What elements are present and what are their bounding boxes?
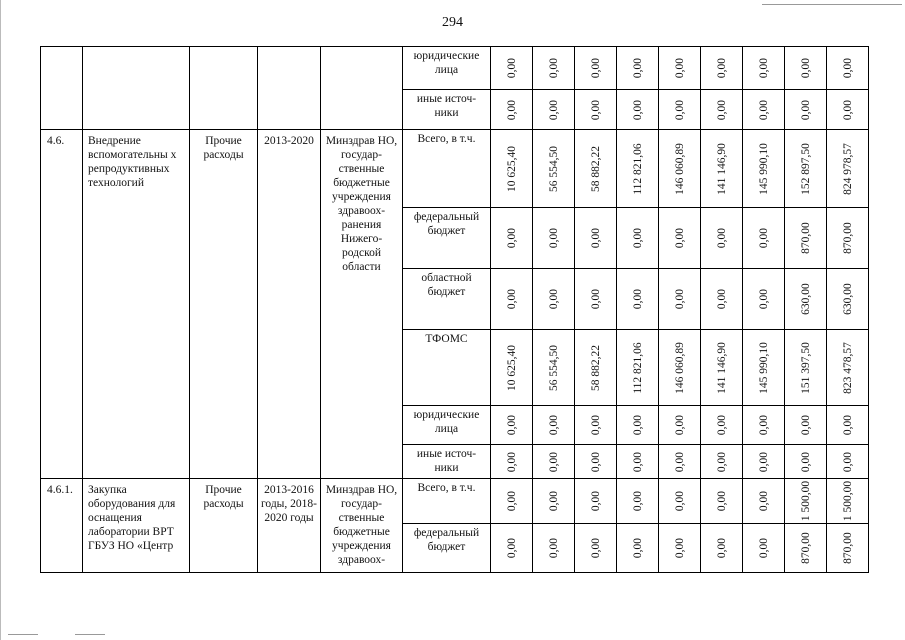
- amount-value: 0,00: [841, 57, 854, 79]
- amount-value: 0,00: [841, 99, 854, 120]
- amount-cell: [491, 524, 533, 573]
- executor: Минздрав НО, государ-ственные бюджетные учреждения здравоох-ранения Нижего-родской области: [321, 130, 403, 479]
- amount-cell: [659, 406, 701, 445]
- amount-cell: [701, 269, 743, 330]
- amount-cell: [617, 330, 659, 406]
- amount-value: 0,00: [757, 537, 770, 559]
- amount-cell: [785, 524, 827, 573]
- page-edge-mark: [0, 0, 7, 640]
- funding-source: юридические лица: [403, 47, 491, 90]
- amount-cell: [701, 445, 743, 479]
- amount-cell: [491, 445, 533, 479]
- amount-cell: [827, 269, 869, 330]
- amount-value: 0,00: [673, 490, 686, 512]
- amount-cell: [575, 130, 617, 208]
- amount-cell: [743, 524, 785, 573]
- amount-value: 824 978,57: [841, 142, 854, 195]
- amount-value: 0,00: [673, 451, 686, 472]
- amount-value: 0,00: [505, 451, 518, 472]
- amount-value: 0,00: [715, 537, 728, 559]
- amount-cell: [743, 479, 785, 524]
- budget-table: [40, 46, 869, 573]
- amount-value: 0,00: [631, 537, 644, 559]
- amount-cell: [785, 330, 827, 406]
- amount-cell: [701, 524, 743, 573]
- amount-value: 0,00: [673, 227, 686, 249]
- funding-source: Всего, в т.ч.: [403, 479, 491, 524]
- amount-cell: [575, 479, 617, 524]
- amount-cell: [701, 208, 743, 269]
- amount-cell: [785, 90, 827, 130]
- amount-cell: [785, 269, 827, 330]
- amount-value: 0,00: [715, 227, 728, 249]
- amount-value: 146 060,89: [673, 142, 686, 195]
- amount-cell: [533, 524, 575, 573]
- amount-value: 0,00: [673, 414, 686, 436]
- amount-cell: [617, 130, 659, 208]
- amount-value: 0,00: [589, 451, 602, 472]
- amount-value: 0,00: [631, 414, 644, 436]
- amount-value: 0,00: [589, 57, 602, 79]
- executor: Минздрав НО, государ-ственные бюджетные учреждения здравоох-: [321, 479, 403, 573]
- amount-value: 0,00: [715, 57, 728, 79]
- amount-value: 0,00: [505, 288, 518, 310]
- amount-cell: [743, 269, 785, 330]
- amount-cell: [785, 445, 827, 479]
- amount-value: 870,00: [799, 222, 812, 254]
- amount-cell: [659, 269, 701, 330]
- amount-cell: [533, 406, 575, 445]
- amount-cell: [491, 208, 533, 269]
- amount-value: 870,00: [841, 222, 854, 254]
- period: 2013-2016 годы, 2018-2020 годы: [258, 479, 321, 573]
- amount-value: 145 990,10: [757, 142, 770, 195]
- funding-source: областной бюджет: [403, 269, 491, 330]
- amount-cell: [701, 330, 743, 406]
- amount-cell: [533, 330, 575, 406]
- amount-value: 0,00: [631, 99, 644, 120]
- amount-value: 0,00: [505, 57, 518, 79]
- amount-value: 823 478,57: [841, 341, 854, 394]
- amount-value: 0,00: [673, 99, 686, 120]
- amount-cell: [491, 479, 533, 524]
- amount-cell: [617, 479, 659, 524]
- amount-value: 0,00: [799, 451, 812, 472]
- amount-value: 1 500,00: [799, 480, 812, 522]
- amount-value: 0,00: [757, 57, 770, 79]
- amount-cell: [659, 524, 701, 573]
- amount-cell: [701, 47, 743, 90]
- amount-cell: [533, 479, 575, 524]
- amount-cell: [743, 130, 785, 208]
- amount-cell: [659, 47, 701, 90]
- amount-value: 870,00: [841, 532, 854, 564]
- amount-value: 0,00: [547, 414, 560, 436]
- amount-cell: [827, 330, 869, 406]
- expense-type: [190, 47, 258, 130]
- amount-cell: [617, 524, 659, 573]
- amount-cell: [701, 479, 743, 524]
- amount-cell: [827, 406, 869, 445]
- amount-value: 58 882,22: [589, 344, 602, 391]
- amount-value: 0,00: [799, 57, 812, 79]
- amount-cell: [743, 208, 785, 269]
- amount-value: 0,00: [505, 227, 518, 249]
- amount-cell: [827, 130, 869, 208]
- amount-cell: [827, 445, 869, 479]
- amount-cell: [617, 406, 659, 445]
- amount-cell: [743, 47, 785, 90]
- period: 2013-2020: [258, 130, 321, 479]
- amount-cell: [617, 47, 659, 90]
- amount-cell: [575, 47, 617, 90]
- funding-source: юридические лица: [403, 406, 491, 445]
- amount-cell: [491, 406, 533, 445]
- funding-source: иные источ-ники: [403, 90, 491, 130]
- amount-cell: [491, 90, 533, 130]
- amount-value: 0,00: [589, 99, 602, 120]
- amount-cell: [491, 269, 533, 330]
- amount-value: 0,00: [673, 57, 686, 79]
- amount-value: 112 821,06: [631, 341, 644, 394]
- amount-value: 630,00: [841, 283, 854, 315]
- amount-value: 58 882,22: [589, 145, 602, 192]
- amount-value: 0,00: [715, 490, 728, 512]
- amount-cell: [743, 90, 785, 130]
- amount-cell: [785, 479, 827, 524]
- measure-number: 4.6.: [41, 130, 83, 479]
- amount-cell: [659, 445, 701, 479]
- amount-cell: [701, 130, 743, 208]
- executor: [321, 47, 403, 130]
- funding-source: федеральный бюджет: [403, 208, 491, 269]
- amount-cell: [575, 524, 617, 573]
- footer-mark: [75, 634, 105, 635]
- amount-value: 0,00: [547, 537, 560, 559]
- amount-cell: [785, 47, 827, 90]
- amount-cell: [575, 90, 617, 130]
- amount-value: 0,00: [757, 490, 770, 512]
- amount-value: 0,00: [505, 490, 518, 512]
- amount-cell: [659, 208, 701, 269]
- amount-cell: [701, 406, 743, 445]
- amount-value: 0,00: [631, 451, 644, 472]
- table-row: [41, 47, 869, 90]
- amount-cell: [827, 90, 869, 130]
- amount-value: 0,00: [589, 227, 602, 249]
- amount-value: 0,00: [841, 414, 854, 436]
- amount-cell: [659, 90, 701, 130]
- table-row: [41, 479, 869, 524]
- footer-mark: [8, 634, 38, 635]
- amount-cell: [533, 130, 575, 208]
- amount-value: 0,00: [757, 288, 770, 310]
- amount-cell: [533, 90, 575, 130]
- amount-cell: [827, 479, 869, 524]
- amount-value: 0,00: [505, 99, 518, 120]
- amount-cell: [743, 330, 785, 406]
- amount-value: 0,00: [715, 451, 728, 472]
- amount-value: 0,00: [757, 414, 770, 436]
- amount-value: 0,00: [547, 451, 560, 472]
- amount-cell: [533, 47, 575, 90]
- amount-value: 1 500,00: [841, 480, 854, 522]
- amount-value: 0,00: [505, 537, 518, 559]
- amount-value: 0,00: [589, 288, 602, 310]
- amount-value: 56 554,50: [547, 145, 560, 192]
- amount-value: 0,00: [589, 490, 602, 512]
- amount-cell: [617, 269, 659, 330]
- amount-cell: [785, 208, 827, 269]
- amount-cell: [617, 208, 659, 269]
- amount-value: 0,00: [631, 288, 644, 310]
- amount-value: 0,00: [673, 537, 686, 559]
- amount-value: 0,00: [631, 227, 644, 249]
- amount-cell: [827, 524, 869, 573]
- amount-value: 630,00: [799, 283, 812, 315]
- amount-cell: [575, 269, 617, 330]
- funding-source: федеральный бюджет: [403, 524, 491, 573]
- amount-cell: [743, 445, 785, 479]
- amount-value: 0,00: [799, 99, 812, 120]
- funding-source: Всего, в т.ч.: [403, 130, 491, 208]
- amount-value: 112 821,06: [631, 142, 644, 195]
- amount-value: 0,00: [505, 414, 518, 436]
- amount-cell: [617, 445, 659, 479]
- measure-name: Внедрение вспомогательны х репродуктивных технологий: [83, 130, 190, 479]
- amount-value: 10 625,40: [505, 344, 518, 391]
- amount-value: 146 060,89: [673, 341, 686, 394]
- amount-cell: [659, 479, 701, 524]
- amount-cell: [533, 208, 575, 269]
- amount-value: 0,00: [673, 288, 686, 310]
- amount-value: 0,00: [715, 99, 728, 120]
- amount-cell: [659, 130, 701, 208]
- amount-value: 0,00: [547, 490, 560, 512]
- amount-value: 0,00: [589, 414, 602, 436]
- amount-cell: [575, 445, 617, 479]
- amount-value: 0,00: [547, 99, 560, 120]
- amount-cell: [575, 208, 617, 269]
- amount-value: 0,00: [799, 414, 812, 436]
- amount-cell: [827, 47, 869, 90]
- expense-type: Прочие расходы: [190, 479, 258, 573]
- amount-value: 152 897,50: [799, 142, 812, 195]
- amount-value: 141 146,90: [715, 341, 728, 394]
- amount-value: 870,00: [799, 532, 812, 564]
- amount-value: 0,00: [547, 288, 560, 310]
- amount-cell: [701, 90, 743, 130]
- amount-cell: [575, 406, 617, 445]
- amount-value: 0,00: [547, 227, 560, 249]
- amount-cell: [827, 208, 869, 269]
- amount-cell: [491, 47, 533, 90]
- measure-number: [41, 47, 83, 130]
- amount-value: 0,00: [547, 57, 560, 79]
- amount-value: 0,00: [589, 537, 602, 559]
- amount-cell: [743, 406, 785, 445]
- amount-value: 0,00: [631, 57, 644, 79]
- amount-cell: [617, 90, 659, 130]
- amount-value: 0,00: [715, 288, 728, 310]
- funding-source: ТФОМС: [403, 330, 491, 406]
- amount-value: 56 554,50: [547, 344, 560, 391]
- amount-value: 145 990,10: [757, 341, 770, 394]
- page-number: 294: [442, 15, 463, 30]
- amount-value: 0,00: [757, 227, 770, 249]
- amount-value: 0,00: [757, 451, 770, 472]
- amount-cell: [491, 330, 533, 406]
- amount-cell: [659, 330, 701, 406]
- amount-cell: [533, 269, 575, 330]
- amount-value: 0,00: [841, 451, 854, 472]
- amount-value: 0,00: [715, 414, 728, 436]
- amount-value: 141 146,90: [715, 142, 728, 195]
- amount-cell: [491, 130, 533, 208]
- measure-name: Закупка оборудования для оснащения лаборатории ВРТ ГБУЗ НО «Центр: [83, 479, 190, 573]
- header-rule: [762, 4, 902, 5]
- amount-cell: [575, 330, 617, 406]
- table-row: [41, 130, 869, 208]
- funding-source: иные источ-ники: [403, 445, 491, 479]
- amount-value: 10 625,40: [505, 145, 518, 192]
- period: [258, 47, 321, 130]
- amount-cell: [533, 445, 575, 479]
- amount-value: 0,00: [757, 99, 770, 120]
- expense-type: Прочие расходы: [190, 130, 258, 479]
- amount-cell: [785, 130, 827, 208]
- amount-value: 151 397,50: [799, 341, 812, 394]
- amount-cell: [785, 406, 827, 445]
- amount-value: 0,00: [631, 490, 644, 512]
- measure-number: 4.6.1.: [41, 479, 83, 573]
- measure-name: [83, 47, 190, 130]
